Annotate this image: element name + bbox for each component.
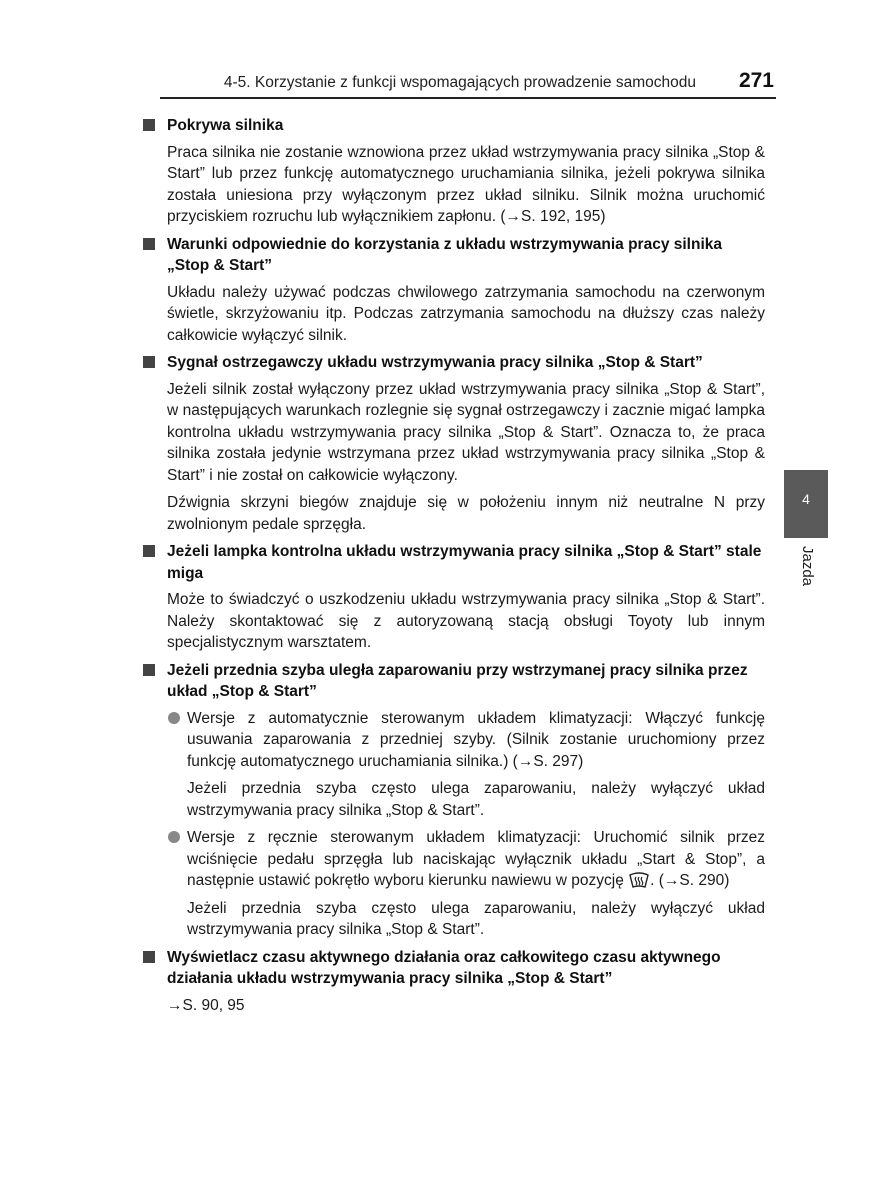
- square-bullet-icon: [143, 356, 155, 368]
- chapter-label: [780, 540, 828, 596]
- square-bullet-icon: [143, 238, 155, 250]
- paragraph: Dźwignia skrzyni biegów znajduje się w położeniu innym niż neutralne N przy zwolnionym pedale sprzęgła.: [167, 494, 765, 533]
- square-bullet-icon: [143, 664, 155, 676]
- note-paragraph: Jeżeli przednia szyba często ulega zaparowaniu, należy wyłączyć układ wstrzymywania pracy silnika „Stop & Start”.: [187, 899, 765, 938]
- square-bullet-icon: [143, 951, 155, 963]
- section-heading: Pokrywa silnika: [141, 115, 765, 137]
- section-heading: Jeżeli przednia szyba uległa zaparowaniu przy wstrzymanej pracy silnika przez układ „Stop & Start”: [141, 660, 765, 703]
- section-heading: Warunki odpowiednie do korzystania z układu wstrzymywania pracy silnika „Stop & Start”: [141, 234, 765, 277]
- section-heading: Wyświetlacz czasu aktywnego działania oraz całkowitego czasu aktywnego działania układu wstrzymywania pracy silnika „Stop & Start”: [141, 947, 765, 990]
- circle-bullet-icon: [168, 712, 180, 724]
- section-active-time-display: [141, 947, 765, 1017]
- section-engine-hood: [141, 115, 765, 228]
- chapter-tab-number: 4: [802, 491, 810, 507]
- paragraph: Może to świadczyć o uszkodzeniu układu wstrzymywania pracy silnika „Stop & Start”. Należy skontaktować się z autoryzowaną stacją obsługi Toyoty lub innym specjalistycznym warsztatem.: [167, 591, 765, 651]
- circle-bullet-icon: [168, 831, 180, 843]
- section-heading: Sygnał ostrzegawczy układu wstrzymywania pracy silnika „Stop & Start”: [141, 352, 765, 374]
- bullet-manual-climate: Wersje z ręcznie sterowanym układem klimatyzacji: Uruchomić silnik przez wciśnięcie pedału sprzęgła lub naciskając wyłącznik układu „Start & Stop”, a następnie ustawić pokrętło wyboru kierunku nawiewu w pozycję . (→S. 290): [141, 827, 765, 892]
- bullet-automatic-climate: Wersje z automatycznie sterowanym układem klimatyzacji: Włączyć funkcję usuwania zaparowania z przedniej szyby. (Silnik zostanie uruchomiony przez funkcję automatycznego uruchamiania silnika.) (→S. 297): [141, 708, 765, 773]
- section-windshield-fogging: [141, 660, 765, 941]
- section-heading: Jeżeli lampka kontrolna układu wstrzymywania pracy silnika „Stop & Start” stale miga: [141, 541, 765, 584]
- section-indicator-blinking: [141, 541, 765, 654]
- chapter-title: 4-5. Korzystanie z funkcji wspomagających prowadzenie samochodu: [223, 74, 696, 91]
- page-reference: →S. 90, 95: [167, 996, 245, 1014]
- paragraph: Układu należy używać podczas chwilowego zatrzymania samochodu na czerwonym świetle, skrzyżowaniu itp. Podczas zatrzymania samochodu na dłuższy czas należy całkowicie wyłączyć silnik.: [167, 283, 765, 344]
- note-paragraph: Jeżeli przednia szyba często ulega zaparowaniu, należy wyłączyć układ wstrzymywania pracy silnika „Stop & Start”.: [187, 780, 765, 819]
- paragraph: Praca silnika nie zostanie wznowiona przez układ wstrzymywania pracy silnika „Stop & Start” lub przez funkcję automatycznego uruchamiania silnika, jeżeli pokrywa silnika została uniesiona przy wyłączonym przez układ silniku. Silnik można uruchomić przyciskiem rozruchu lub wyłącznikiem zapłonu. (→S. 192, 195): [167, 143, 765, 225]
- section-warning-signal: [141, 352, 765, 535]
- header-rule: [160, 97, 776, 99]
- chapter-label-text: Jazda: [799, 546, 816, 587]
- chapter-tab: [784, 470, 828, 538]
- section-usage-conditions: [141, 234, 765, 347]
- page-header: [160, 70, 776, 100]
- page-content: [141, 115, 765, 1022]
- windshield-defroster-icon: [628, 871, 650, 889]
- paragraph: Jeżeli silnik został wyłączony przez układ wstrzymywania pracy silnika „Stop & Start”, w następujących warunkach rozlegnie się sygnał ostrzegawczy i zacznie migać lampka kontrolna układu wstrzymywania pracy silnika „Stop & Start”. Oznacza to, że praca silnika została jedynie wstrzymana przez układ wstrzymywania pracy silnika „Stop & Start” i nie został on całkowicie wyłączony.: [167, 380, 765, 484]
- square-bullet-icon: [143, 119, 155, 131]
- square-bullet-icon: [143, 545, 155, 557]
- page-number: 271: [738, 69, 774, 92]
